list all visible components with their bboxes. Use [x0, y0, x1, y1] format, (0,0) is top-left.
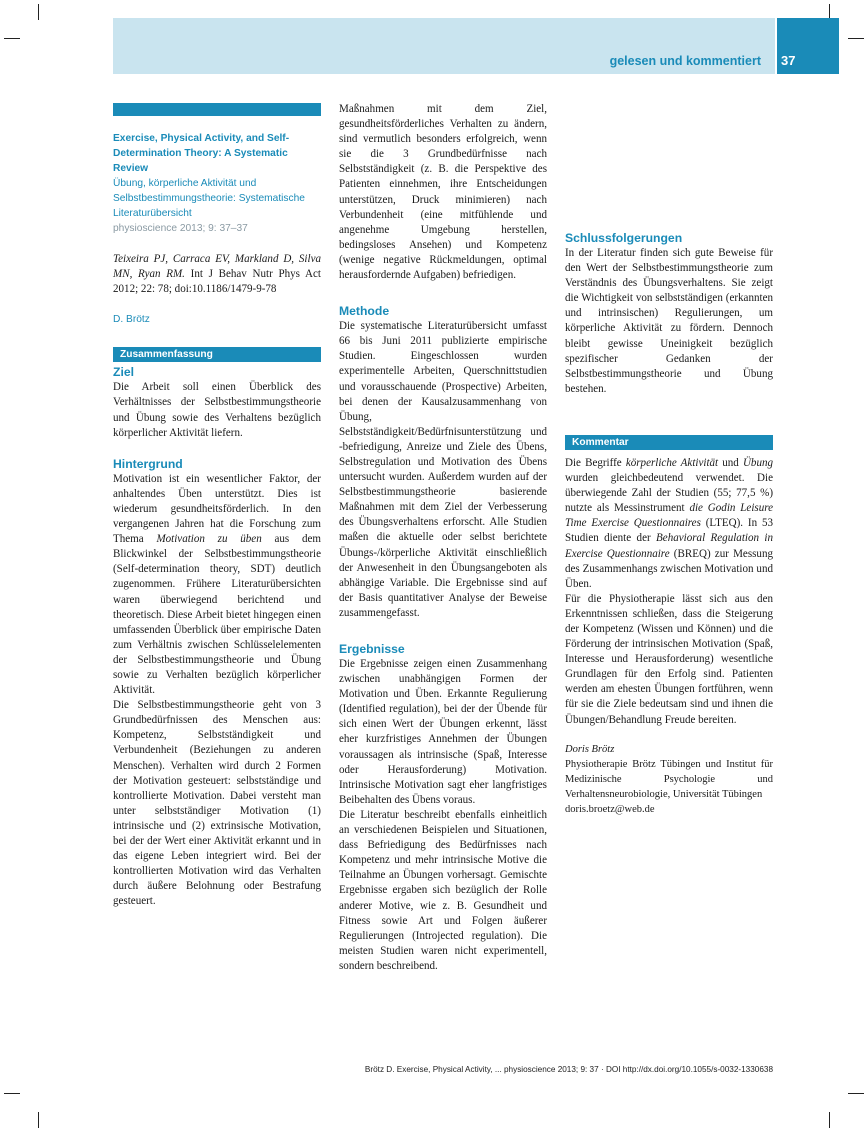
- article-subtitle: Übung, körperliche Aktivität und Selbstbestimmungstheorie: Systematische Literaturübersicht: [113, 178, 305, 219]
- crop-mark: [848, 1093, 864, 1094]
- citation: [113, 252, 321, 297]
- signature-name: Doris Brötz: [565, 743, 615, 755]
- section-title: gelesen und kommentiert: [609, 54, 761, 68]
- page-number-box: [777, 18, 839, 74]
- comment-label: Kommentar: [565, 435, 773, 450]
- hintergrund-paragraph-1: Motivation ist ein wesentlicher Faktor, der anhaltendes Üben unterstützt. Dies ist wiederum gesundheitsförderlich. In den vergangenen Jahren hat die Forschung zum Thema Motivation zu üben aus dem Blickwinkel der Selbstbestimmungstheorie (Self-determination theory, SDT) deutlich zugenommen. Frühere Literaturübersichten waren überwiegend berichtend und theoretisch. Diese Arbeit bietet hingegen einen umfassenden Überblick über empirische Daten zum Verhältnis zwischen Schlüsselelementen der Selbstbestimmungstheorie und Übung sowie zu Verhalten bezüglich körperlicher Aktivität.: [113, 472, 321, 697]
- page-footer: Brötz D. Exercise, Physical Activity, ... physioscience 2013; 9: 37 · DOI http://dx.doi.org/10.1055/s-0032-1330638: [364, 1065, 773, 1074]
- ergebnisse-paragraph-2: Die Literatur beschreibt ebenfalls einheitlich an verschiedenen Beispielen und Situationen, dass Befriedigung des Bedürfnisses nach Kompetenz und mehr intrinsische Motive die Teilnahme an Übungen vorhersagt. Gemischte Ergebnisse ergaben sich bezüglich der Rolle anderer Motive, wie z. B. Gesundheit und Fitness sowie Art und Folgen äußerer Regulierungen (Introjected regulation). Die meisten Studien waren nicht experimentell, sondern beschreibend.: [339, 808, 547, 972]
- column-3: [565, 102, 773, 817]
- article-topbar: [113, 103, 321, 116]
- crop-mark: [4, 38, 20, 39]
- crop-mark: [848, 38, 864, 39]
- citation-authors: Teixeira PJ, Carraca EV, Markland D, Silva MN, Ryan RM.: [113, 253, 321, 281]
- hintergrund-paragraph-2: Die Selbstbestimmungstheorie geht von 3 Grundbedürfnissen des Menschen aus: Kompetenz, Selbstständigkeit und Verbundenheit (Beziehungen zu anderen Menschen). Verhalten wird durch 2 Formen der Motivation gesteuert: selbstständige und kontrollierte Motivation. Dabei versteht man unter selbstständiger Motivation (1) intrinsische und (2) extrinsische Motivation, bei der der Wert einer Aktivität erkannt und in das eigene Leben integriert wird. Bei der kontrollierten Motivation wird das Verhalten durch äußere Belohnung oder Bestrafung gesteuert.: [113, 699, 321, 908]
- crop-mark: [4, 1093, 20, 1094]
- methode-heading: Methode: [339, 304, 390, 319]
- affiliation: Physiotherapie Brötz Tübingen und Institut für Medizinische Psychologie und Verhaltensneurobiologie, Universität Tübingen: [565, 758, 773, 800]
- review-author: D. Brötz: [113, 314, 150, 326]
- page-number: 37: [781, 53, 796, 68]
- email-link[interactable]: doris.broetz@web.de: [565, 804, 655, 815]
- methode-text: Die systematische Literaturübersicht umfasst 66 bis Juni 2011 publizierte empirische Studien. Eingeschlossen wurden experimentelle Arbeiten, Querschnittstudien und vorausschauende (Prospective) Arbeiten, bei denen der Kausalzusammenhang von Übung, Selbstständigkeit/Bedürfnisunterstützung und -befriedigung, Anreize und Ziele des Übens, Selbstregulation und Motivation des Übens untersucht wurden. Außerdem wurden auf der Selbstbestimmungstheorie basierende Maßnahmen mit dem Ziel der Verbesserung des Übungsverhaltens erforscht. Alle Studien maßen die aktuelle oder selbst berichtete Übungs-/körperliche Aktivität einschließlich der Anwesenheit in den Übungsangeboten als abhängige Variable. Die Ergebnisse sind auf der Basis quantitativer Analyse der Beweise zusammengefasst.: [339, 320, 547, 619]
- comment-paragraph-1: Die Begriffe körperliche Aktivität und Übung wurden gleichbedeutend verwendet. Die überwiegende Zahl der Studien (55; 77,5 %) nutzte als Messinstrument die Godin Leisure Time Exercise Questionnaires (LTEQ). In 53 Studien diente der Behavioral Regulation in Exercise Questionnaire (BREQ) zur Messung des Zusammenhangs zwischen Motivation und Üben.: [565, 456, 774, 590]
- ergebnisse-heading: Ergebnisse: [339, 642, 405, 656]
- comment-paragraph-2: Für die Physiotherapie lässt sich aus den Erkenntnissen schließen, dass die Steigerung der Kompetenz (Wissen und Können) und die Förderung der intrinsischen Motivation (Spaß, Interesse und Herausforderung) wesentliche Grundlagen für den Erfolg sind. Patienten werden am ehesten Übungen fortführen, wenn für sie die Ziele bedeutsam sind und ihnen die Übungen/Behandlung Freude bereiten.: [565, 592, 773, 726]
- summary-label: Zusammenfassung: [113, 347, 321, 362]
- ziel-text: Die Arbeit soll einen Überblick des Verhältnisses der Selbstbestimmungstheorie und Übung sowie des Verhaltens bezüglich körperlicher Aktivität liefern.: [113, 381, 321, 439]
- crop-mark: [38, 1112, 39, 1128]
- ergebnisse-paragraph-1: Die Ergebnisse zeigen einen Zusammenhang zwischen unabhängigen Formen der Motivation und Üben. Erkannte Regulierung (Identified regulation), bei der der Übende für sich einen Wert der Übungen erkennt, lässt eher kurzfristiges Annehmen der Übungen voraussagen als intrinsische (Spaß, Interesse oder Herausforderung) Motivation. Intrinsische Motivation sagt eher langfristiges Beibehalten des Übens voraus.: [339, 658, 547, 806]
- hintergrund-heading: Hintergrund: [113, 456, 183, 471]
- crop-mark: [38, 4, 39, 20]
- article-title: Exercise, Physical Activity, and Self-Determination Theory: A Systematic Review: [113, 133, 290, 174]
- column-2: [339, 102, 547, 974]
- column-1: [113, 102, 321, 909]
- schluss-heading: Schlussfolgerungen: [565, 231, 683, 245]
- article-source: physioscience 2013; 9: 37–37: [113, 223, 248, 234]
- schluss-text: In der Literatur finden sich gute Beweise für den Wert der Selbstbestimmungstheorie zum Verständnis des Übungsverhaltens. Sie zeigt die Wichtigkeit von selbstständigen (erkannten und intrinsischen) Regulierungen, um körperliche Aktivität zu fördern. Dennoch bleibt gewisse Uneinigkeit bezüglich spezifischer Gedanken der Selbstbestimmungstheorie und Übung bestehen.: [565, 247, 773, 395]
- crop-mark: [829, 1112, 830, 1128]
- header-band: [113, 18, 775, 74]
- hintergrund-paragraph-3: Maßnahmen mit dem Ziel, gesundheitsförderliches Verhalten zu ändern, sind vermutlich besonders erfolgreich, wenn sie die 3 Grundbedürfnisse nach Selbstständigkeit (z. B. die Perspektive des Patienten einnehmen, ihre Entscheidungen unterstützen, Druck minimieren) nach Verbundenheit (eine mitfühlende und angenehme Umgebung herstellen, bedingsloses Ansehen) und Kompetenz (wenige negative Rückmeldungen, optimal herausfordernde Aufgaben) befriedigen.: [339, 103, 547, 282]
- citation-details: Int J Behav Nutr Phys Act 2012; 22: 78; doi:10.1186/1479-9-78: [113, 268, 321, 296]
- ziel-heading: Ziel: [113, 365, 134, 380]
